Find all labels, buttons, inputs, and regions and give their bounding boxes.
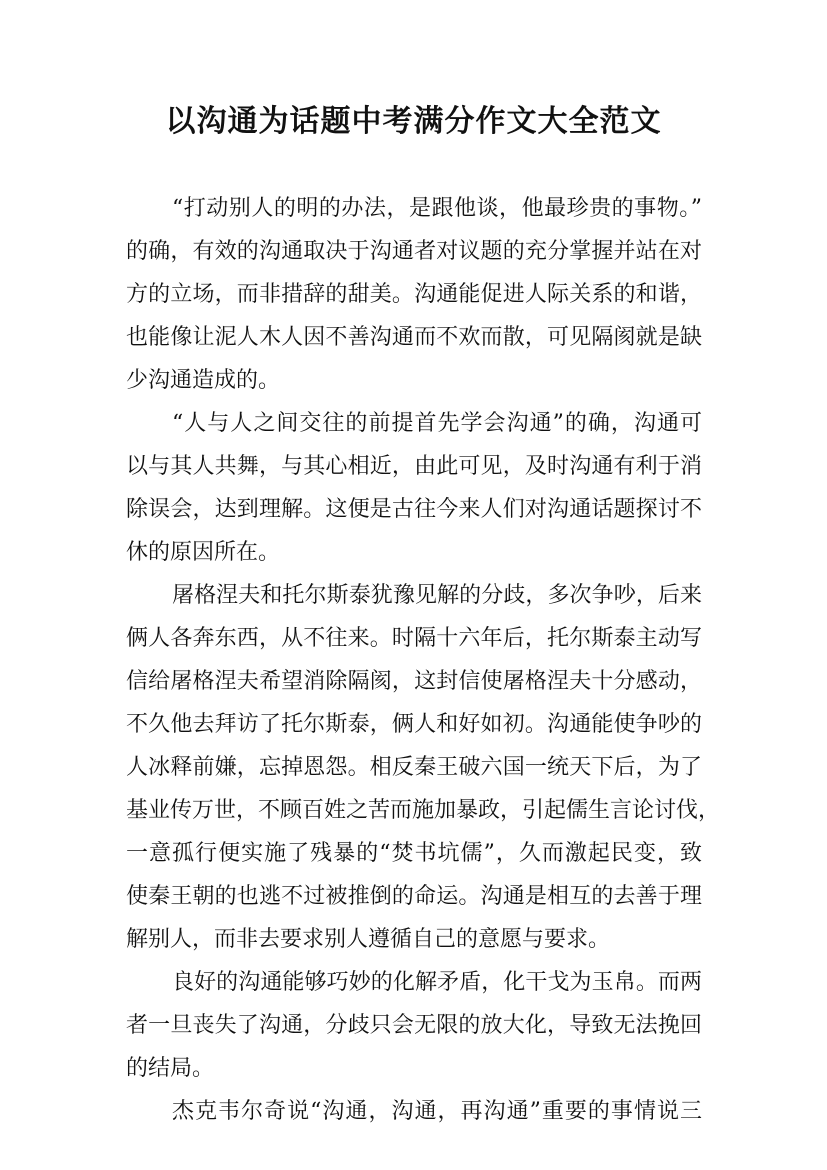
text-line: 一意孤行便实施了残暴的“焚书坑儒”，久而激起民变，致 [126,841,702,866]
article-body [126,187,721,1133]
text-line: 解别人，而非去要求别人遵循自己的意愿与要求。 [126,927,611,952]
text-line: “人与人之间交往的前提首先学会沟通”的确，沟通可 [172,411,702,436]
page-title: 以沟通为话题中考满分作文大全范文 [165,104,662,139]
text-line: 良好的沟通能够巧妙的化解矛盾，化干戈为玉帛。而两 [172,970,702,995]
text-line: 的结局。 [126,1056,215,1081]
text-line: 杰克韦尔奇说“沟通，沟通，再沟通”重要的事情说三 [172,1099,702,1124]
text-line: 基业传万世，不顾百姓之苦而施加暴政，引起儒生言论讨伐， [126,798,721,823]
text-line: 不久他去拜访了托尔斯泰，俩人和好如初。沟通能使争吵的 [126,712,702,737]
text-line: 休的原因所在。 [126,540,281,565]
text-line: 者一旦丧失了沟通，分歧只会无限的放大化，导致无法挽回 [126,1013,702,1038]
text-line: 也能像让泥人木人因不善沟通而不欢而散，可见隔阂就是缺 [126,325,702,350]
text-line: 以与其人共舞，与其心相近，由此可见，及时沟通有利于消 [126,454,702,479]
text-line: 俩人各奔东西，从不往来。时隔十六年后，托尔斯泰主动写 [126,626,702,651]
text-line: “打动别人的明的办法，是跟他谈，他最珍贵的事物。” [172,196,702,221]
text-line: 屠格涅夫和托尔斯泰犹豫见解的分歧，多次争吵，后来 [172,583,702,608]
text-line: 的确，有效的沟通取决于沟通者对议题的充分掌握并站在对 [126,239,702,264]
text-line: 除误会，达到理解。这便是古往今来人们对沟通话题探讨不 [126,497,702,522]
text-line: 人冰释前嫌，忘掉恩怨。相反秦王破六国一统天下后，为了 [126,755,702,780]
text-line: 信给屠格涅夫希望消除隔阂，这封信使屠格涅夫十分感动， [126,669,702,694]
text-line: 使秦王朝的也逃不过被推倒的命运。沟通是相互的去善于理 [126,884,702,909]
text-line: 少沟通造成的。 [126,368,281,393]
text-line: 方的立场，而非措辞的甜美。沟通能促进人际关系的和谐， [126,282,702,307]
